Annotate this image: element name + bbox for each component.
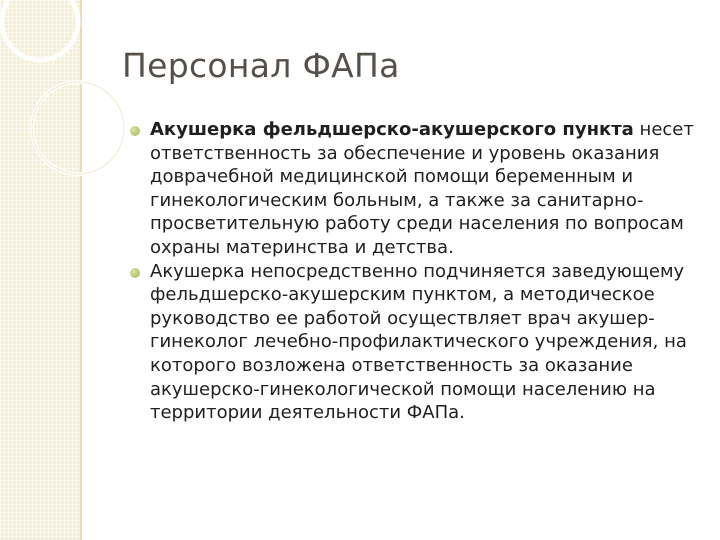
bullet-text	[150, 118, 705, 260]
slide-content	[130, 118, 705, 425]
bullet-icon	[130, 268, 140, 278]
bullet-icon	[130, 126, 140, 136]
bullet-body: несет ответственность за обеспечение и уровень оказания доврачебной медицинской помощи беременным и гинекологическим больным, а также за санитарно-просветительную работу среди населения по вопросам охраны материнства и детства.	[150, 119, 694, 258]
bullet-body: Акушерка непосредственно подчиняется заведующему фельдшерско-акушерским пунктом, а методическое руководство ее работой осуществляет врач акушер-гинеколог лечебно-профилактического учреждения, на которого возложена ответственность за оказание акушерско-гинекологической помощи населению на территории деятельности ФАПа.	[150, 260, 687, 424]
slide-title: Персонал ФАПа	[122, 46, 400, 85]
bullet-item-2	[130, 260, 705, 425]
bullet-lead: Акушерка фельдшерско-акушерского пункта	[150, 119, 634, 140]
decorative-circles	[0, 0, 150, 200]
bullet-text	[150, 260, 705, 425]
bullet-item-1	[130, 118, 705, 260]
